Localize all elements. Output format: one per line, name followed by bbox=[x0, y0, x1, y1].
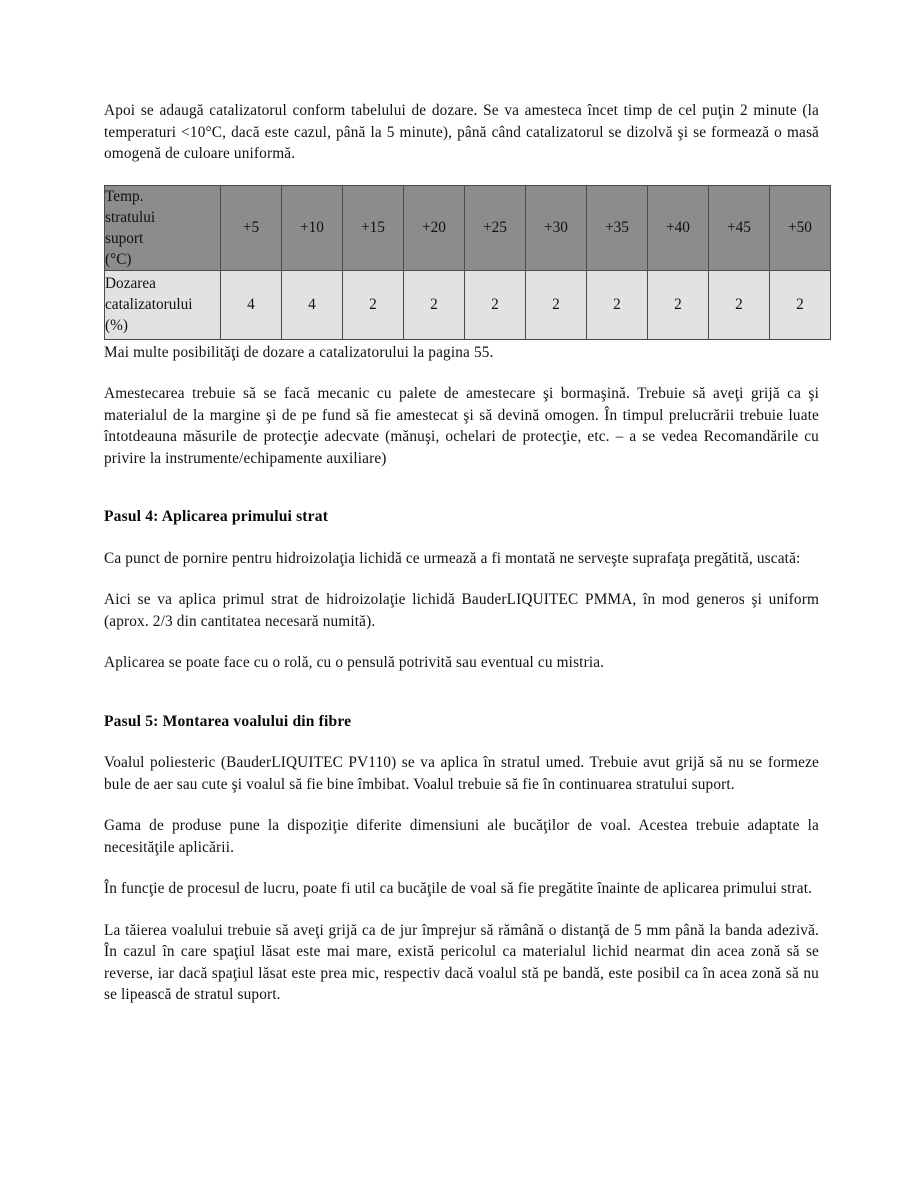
section-spacer bbox=[104, 694, 819, 711]
temperature-cell: +35 bbox=[587, 185, 648, 270]
table-row bbox=[105, 185, 831, 270]
temperature-cell: +25 bbox=[465, 185, 526, 270]
step5-paragraph: Gama de produse pune la dispoziţie diferite dimensiuni ale bucăţilor de voal. Acestea trebuie adaptate la necesităţile aplicării. bbox=[104, 817, 819, 856]
heading-step-4: Pasul 4: Aplicarea primului strat bbox=[104, 508, 329, 525]
dosage-cell: 2 bbox=[770, 270, 831, 339]
header-label-line: stratului bbox=[105, 208, 156, 226]
dosage-cell: 2 bbox=[709, 270, 770, 339]
step5-paragraph: La tăierea voalului trebuie să aveţi grijă ca de jur împrejur să rămână o distanţă de 5 mm până la banda adezivă. În cazul în care spaţiul lăsat este mai mare, există pericolul ca materialul lichid nearmat din acea zonă să se reverse, iar dacă spaţiul lăsat este prea mic, respectiv dacă voalul stă pe bandă, este posibil ca în acea zonă să nu se lipească de stratul suport. bbox=[104, 921, 819, 1003]
temperature-cell: +30 bbox=[526, 185, 587, 270]
temperature-cell: +45 bbox=[709, 185, 770, 270]
table-caption: Mai multe posibilităţi de dozare a catalizatorului la pagina 55. bbox=[104, 343, 494, 361]
section-spacer bbox=[104, 489, 819, 506]
temperature-cell: +20 bbox=[404, 185, 465, 270]
temperature-cell: +15 bbox=[343, 185, 404, 270]
heading-step-5: Pasul 5: Montarea voalului din fibre bbox=[104, 712, 352, 730]
temperature-cell: +5 bbox=[221, 185, 282, 270]
dosage-cell: 2 bbox=[587, 270, 648, 339]
temperature-cell: +10 bbox=[282, 185, 343, 270]
data-label-line: catalizatorului bbox=[105, 296, 193, 313]
dosage-cell: 2 bbox=[526, 270, 587, 339]
dosage-table bbox=[104, 185, 831, 340]
dosage-cell: 4 bbox=[282, 270, 343, 339]
header-label-line: Temp. bbox=[105, 187, 144, 205]
dosage-cell: 4 bbox=[221, 270, 282, 339]
step4-paragraph: Aplicarea se poate face cu o rolă, cu o pensulă potrivită sau eventual cu mistria. bbox=[104, 654, 605, 671]
dosage-cell: 2 bbox=[648, 270, 709, 339]
dosage-cell: 2 bbox=[404, 270, 465, 339]
intro-paragraph: Apoi se adaugă catalizatorul conform tabelului de dozare. Se va amesteca încet timp de cel puţin 2 minute (la temperaturi <10°C, dacă este cazul, până la 5 minute), până când catalizatorul se dizolvă şi se formează o masă omogenă de culoare uniformă. bbox=[104, 102, 819, 162]
dosage-cell: 2 bbox=[465, 270, 526, 339]
table-header-label-cell bbox=[105, 185, 221, 270]
step5-paragraph: Voalul poliesteric (BauderLIQUITEC PV110) se va aplica în stratul umed. Trebuie avut grijă să nu se formeze bule de aer sau cute şi voalul să fie bine îmbibat. Voalul trebuie să fie în continuarea stratului suport. bbox=[104, 754, 819, 793]
data-label-line: Dozarea bbox=[105, 275, 156, 292]
step4-paragraph: Ca punct de pornire pentru hidroizolaţia lichidă ce urmează a fi montată ne serveşte suprafaţa pregătită, uscată: bbox=[104, 549, 801, 567]
step4-paragraph: Aici se va aplica primul strat de hidroizolaţie lichidă BauderLIQUITEC PMMA, în mod generos şi uniform (aprox. 2/3 din cantitatea necesară numită). bbox=[104, 591, 819, 630]
temperature-cell: +50 bbox=[770, 185, 831, 270]
data-label-line: (%) bbox=[105, 317, 128, 334]
header-label-line: (°C) bbox=[105, 250, 132, 268]
mixing-paragraph: Amestecarea trebuie să se facă mecanic cu palete de amestecare şi bormaşină. Trebuie să aveţi grijă ca şi materialul de la margine şi de pe fund să fie amestecat şi să devină omogen. În timpul prelucrării trebuie luate întotdeauna măsurile de protecţie adecvate (mănuşi, ochelari de protecţie, etc. – a se vedea Recomandările cu privire la instrumente/echipamente auxiliare) bbox=[104, 385, 819, 467]
temperature-cell: +40 bbox=[648, 185, 709, 270]
table-row bbox=[105, 270, 831, 339]
document-content bbox=[104, 100, 819, 1006]
table-data-label-cell bbox=[105, 270, 221, 339]
dosage-cell: 2 bbox=[343, 270, 404, 339]
header-label-line: suport bbox=[105, 229, 144, 247]
step5-paragraph: În funcţie de procesul de lucru, poate fi util ca bucăţile de voal să fie pregătite înainte de aplicarea primului strat. bbox=[104, 880, 813, 897]
dosage-table-block bbox=[104, 185, 819, 340]
